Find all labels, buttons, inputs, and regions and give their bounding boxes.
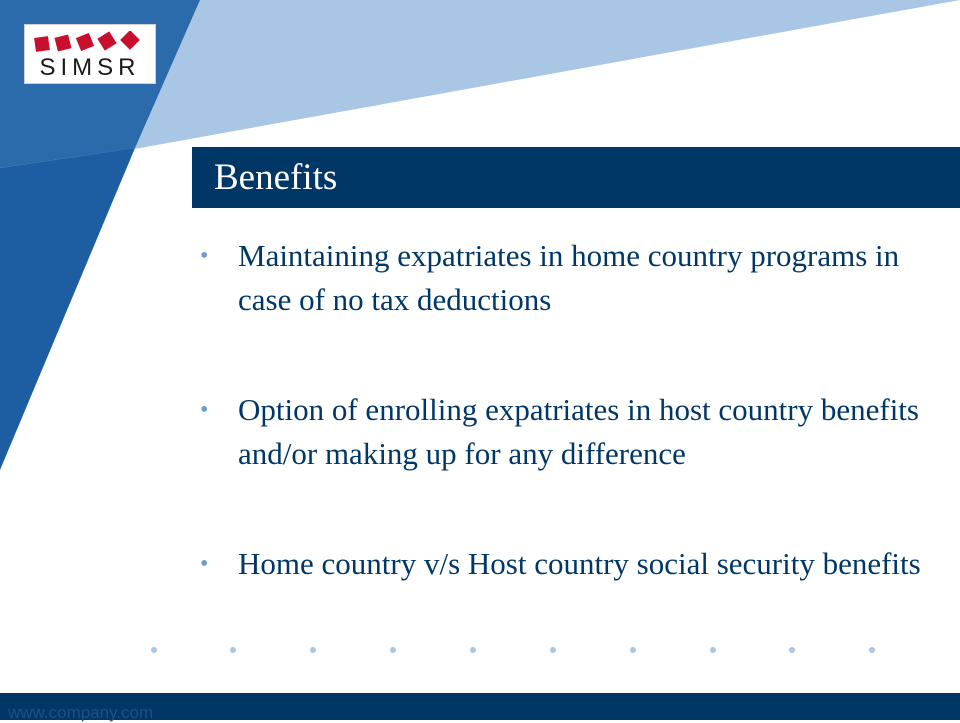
dotted-divider [140,641,900,661]
bullet-dot-icon: • [200,243,209,269]
footer-url: www.company.com [8,703,154,722]
bullet-item [200,388,935,476]
logo [24,24,156,84]
slide-title: Benefits [214,157,338,198]
title-bar [192,147,960,208]
bullet-dot-icon: • [200,551,209,577]
logo-squares-icon [33,31,151,55]
logo-text: SIMSR [39,54,141,81]
bullet-item [200,234,935,322]
bullet-item [200,542,935,586]
bullet-list [200,234,935,652]
bullet-text: Maintaining expatriates in home country programs in case of no tax deductions [238,238,900,317]
bullet-dot-icon: • [200,397,209,423]
bullet-text: Option of enrolling expatriates in host country benefits and/or making up for any difference [238,392,919,471]
footer-bar [0,693,960,720]
bullet-text: Home country v/s Host country social security benefits [238,546,921,581]
